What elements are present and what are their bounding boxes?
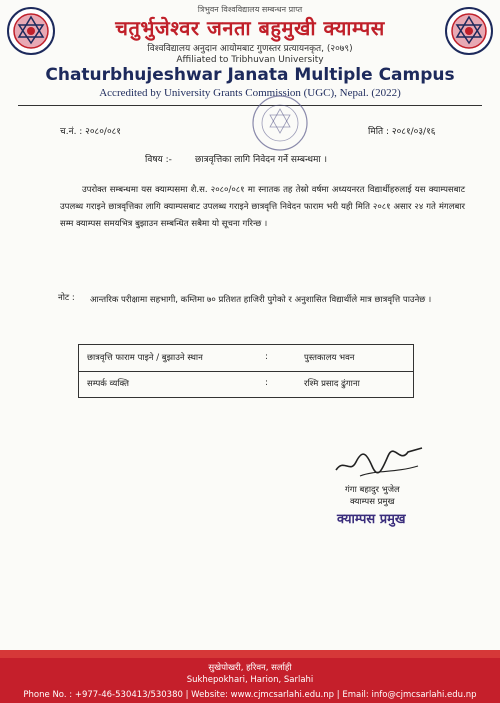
footer-website: Website: www.cjmcsarlahi.edu.np [191,690,335,700]
info-separator: : [265,352,268,362]
footer-separator: | [336,690,340,700]
letter-footer [0,650,500,703]
affiliation-nepali: त्रिभुवन विश्वविद्यालय सम्बन्धन प्राप्त [197,5,303,14]
handwritten-signature [330,440,430,482]
signatory-title: क्याम्पस प्रमुख [350,497,395,507]
info-value: रश्मि प्रसाद ढुंगाना [304,379,360,389]
footer-stripe [0,650,500,658]
footer-address-english: Sukhepokhari, Harion, Sarlahi [186,675,314,685]
reference-number: च.नं. : २०८०/०८१ [60,127,121,137]
footer-email: Email: info@cjmcsarlahi.edu.np [342,690,477,700]
table-row [79,371,413,397]
designation-stamp: क्याम्पस प्रमुख [337,512,406,527]
footer-separator: | [185,690,189,700]
note-text: आन्तरिक परीक्षामा सहभागी, कम्तिमा ७० प्रतिशत हाजिरी पुगेको र अनुशासित विद्यार्थीले मात्र छात्रवृत्ति पाउनेछ । [90,295,432,305]
official-seal [250,93,310,153]
subject-label: विषय :- [145,155,172,165]
accreditation-nepali: विश्वविद्यालय अनुदान आयोमबाट गुणस्तर प्रत्यायनकृत, (२०७९) [147,44,353,54]
info-value: पुस्तकालय भवन [304,353,355,363]
info-key: छात्रवृत्ति फाराम पाइने / बुझाउने स्थान [87,353,203,363]
accreditation-english: Accredited by University Grants Commission (UGC), Nepal. (2022) [99,87,401,99]
note-label: नोट : [58,293,75,303]
notice-body: उपरोक्त सम्बन्धमा यस क्याम्पसमा शै.स. २०८०/०८१ मा स्नातक तह तेस्रो वर्षमा अध्ययनरत विद्यार्थीहरुलाई यस क्याम्पसबाट उपलब्ध गराइने छात्रवृत्तिका लागि क्याम्पसबाट उपलब्ध गराइने छात्रवृत्ति निवेदन फाराम भरी यही मिति २०८१ असार २४ गते मंगलबार सम्म क्याम्पस समयभित्र बुझाउन सम्बन्धित सबैमा यो सूचना गरिन्छ । [60,185,465,229]
info-separator: : [265,378,268,388]
subject-line: छात्रवृत्तिका लागि निवेदन गर्ने सम्बन्धमा । [195,155,328,165]
footer-contact-line [0,690,500,700]
footer-bar [0,658,500,703]
info-key: सम्पर्क व्यक्ति [87,379,129,389]
footer-address-nepali: सुखेपोखरी, हरिवन, सर्लाही [208,663,292,673]
footer-phone: Phone No. : +977-46-530413/530380 [23,690,183,700]
campus-name-english: Chaturbhujeshwar Janata Multiple Campus [45,65,455,85]
letter-date: मिति : २०८१/०३/१६ [368,127,436,137]
campus-name-nepali: चतुर्भुजेश्वर जनता बहुमुखी क्याम्पस [115,16,385,40]
table-row [79,345,413,372]
signatory-name: गंगा बहादुर भुजेल [345,485,400,495]
affiliation-english: Affiliated to Tribhuvan University [176,55,324,65]
contact-info-table [78,344,414,398]
